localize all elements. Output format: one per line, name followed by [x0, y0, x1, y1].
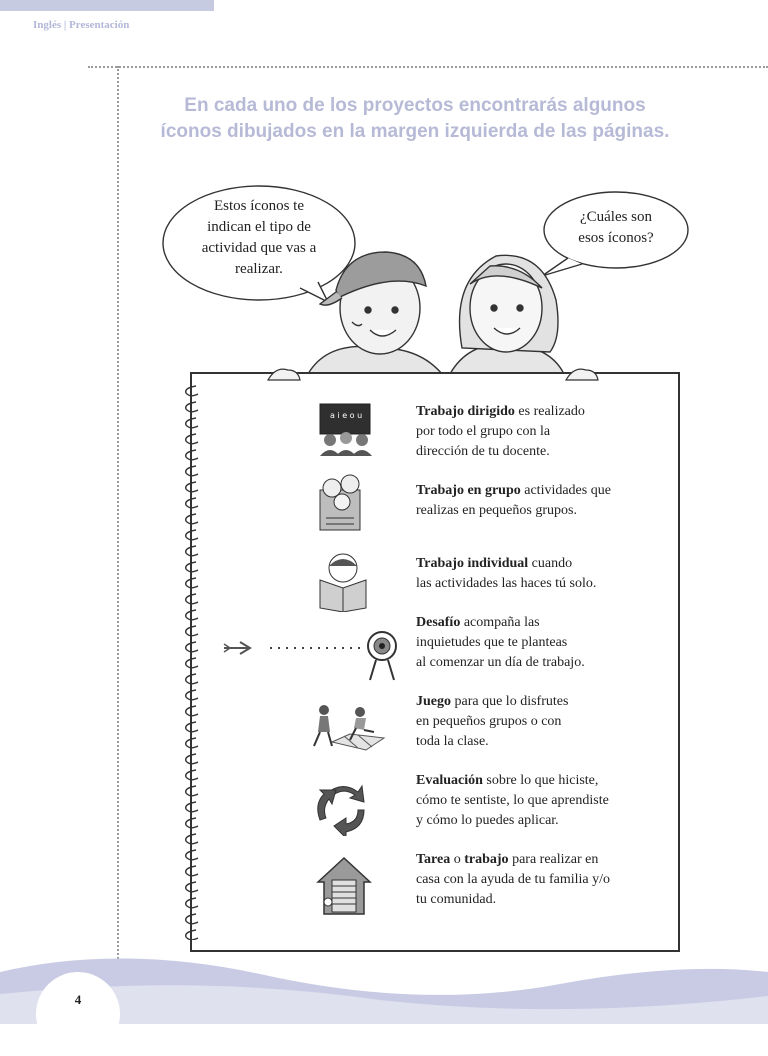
- list-item-juego: [416, 692, 568, 752]
- item-text: y cómo lo puedes aplicar.: [416, 813, 559, 828]
- spiral-ring: [186, 802, 198, 812]
- spiral-ring: [186, 882, 198, 892]
- item-text: dirección de tu docente.: [416, 444, 550, 459]
- spiral-ring: [186, 690, 198, 700]
- item-title: Trabajo dirigido: [416, 404, 515, 419]
- intro-line-2: íconos dibujados en la margen izquierda de las páginas.: [160, 121, 670, 142]
- item-title: Trabajo en grupo: [416, 483, 521, 498]
- spiral-ring: [186, 674, 198, 684]
- item-text: cuando: [528, 556, 573, 571]
- spiral-ring: [186, 754, 198, 764]
- intro-heading: [130, 93, 700, 145]
- house-icon: [314, 854, 374, 916]
- intro-line-1: En cada uno de los proyectos encontrarás algunos: [184, 95, 646, 116]
- item-text: para que lo disfrutes: [451, 694, 569, 709]
- svg-text:a i e o u: a i e o u: [330, 411, 363, 420]
- spiral-ring: [186, 914, 198, 924]
- hopscotch-icon: [310, 702, 390, 762]
- spiral-ring: [186, 834, 198, 844]
- item-text: para realizar en: [508, 852, 599, 867]
- list-item-evaluacion: [416, 771, 609, 831]
- list-item-trabajo-dirigido: [416, 402, 585, 462]
- group-icon: [316, 472, 366, 532]
- spiral-ring: [186, 578, 198, 588]
- right-bubble-line: esos íconos?: [578, 230, 654, 246]
- left-bubble-line: actividad que vas a: [201, 240, 317, 256]
- item-title: Juego: [416, 694, 451, 709]
- item-text: las actividades las haces tú solo.: [416, 576, 597, 591]
- list-item-trabajo-individual: [416, 554, 596, 594]
- item-text: realizas en pequeños grupos.: [416, 503, 577, 518]
- item-text: toda la clase.: [416, 734, 489, 749]
- spiral-ring: [186, 450, 198, 460]
- cycle-arrows-icon: [312, 780, 372, 836]
- spiral-ring: [186, 434, 198, 444]
- left-bubble-line: realizar.: [235, 261, 283, 277]
- classroom-icon: [316, 402, 374, 458]
- page-number: 4: [74, 992, 82, 1007]
- spiral-ring: [186, 818, 198, 828]
- spiral-ring: [186, 786, 198, 796]
- spiral-ring: [186, 530, 198, 540]
- spiral-ring: [186, 898, 198, 908]
- hands-drawing: [262, 364, 602, 388]
- spiral-ring: [186, 402, 198, 412]
- item-title: Desafío: [416, 615, 461, 630]
- spiral-ring: [186, 466, 198, 476]
- list-item-desafio: [416, 613, 585, 673]
- item-text: sobre lo que hiciste,: [482, 773, 599, 788]
- spiral-ring: [186, 418, 198, 428]
- spiral-ring: [186, 594, 198, 604]
- reading-icon: [316, 550, 370, 612]
- spiral-ring: [186, 610, 198, 620]
- spiral-ring: [186, 626, 198, 636]
- breadcrumb: Inglés | Presentación: [33, 19, 130, 31]
- item-text: actividades que: [520, 483, 611, 498]
- spiral-ring: [186, 658, 198, 668]
- spiral-ring: [186, 562, 198, 572]
- item-text: acompaña las: [460, 615, 540, 630]
- spiral-ring: [186, 482, 198, 492]
- spiral-ring: [186, 930, 198, 940]
- item-text: o: [450, 852, 465, 867]
- item-title: trabajo: [464, 852, 509, 867]
- spiral-ring: [186, 642, 198, 652]
- left-bubble-text: [176, 196, 342, 280]
- item-text: por todo el grupo con la: [416, 424, 551, 439]
- header-tab: [0, 0, 214, 11]
- vertical-dotted-rule: [117, 66, 119, 966]
- target-icon: [222, 626, 402, 682]
- item-text: es realizado: [514, 404, 585, 419]
- right-bubble-line: ¿Cuáles son: [579, 209, 653, 225]
- left-bubble-line: Estos íconos te: [214, 198, 304, 214]
- item-title: Evaluación: [416, 773, 483, 788]
- spiral-binding: [182, 380, 202, 940]
- spiral-ring: [186, 706, 198, 716]
- item-title: Tarea: [416, 852, 451, 867]
- item-text: tu comunidad.: [416, 892, 497, 907]
- item-text: casa con la ayuda de tu familia y/o: [416, 872, 610, 887]
- item-title: Trabajo individual: [416, 556, 529, 571]
- spiral-ring: [186, 722, 198, 732]
- spiral-ring: [186, 850, 198, 860]
- horizontal-dotted-rule: [88, 66, 768, 68]
- item-text: en pequeños grupos o con: [416, 714, 562, 729]
- list-item-tarea: [416, 850, 610, 910]
- spiral-ring: [186, 770, 198, 780]
- page-number-badge: [36, 972, 120, 1056]
- list-item-trabajo-en-grupo: [416, 481, 611, 521]
- left-bubble-line: indican el tipo de: [207, 219, 311, 235]
- spiral-ring: [186, 514, 198, 524]
- right-bubble-text: [556, 207, 676, 249]
- spiral-ring: [186, 498, 198, 508]
- item-text: cómo te sentiste, lo que aprendiste: [416, 793, 609, 808]
- spiral-ring: [186, 866, 198, 876]
- spiral-ring: [186, 386, 198, 396]
- spiral-ring: [186, 546, 198, 556]
- item-text: al comenzar un día de trabajo.: [416, 655, 585, 670]
- spiral-ring: [186, 738, 198, 748]
- item-text: inquietudes que te planteas: [416, 635, 568, 650]
